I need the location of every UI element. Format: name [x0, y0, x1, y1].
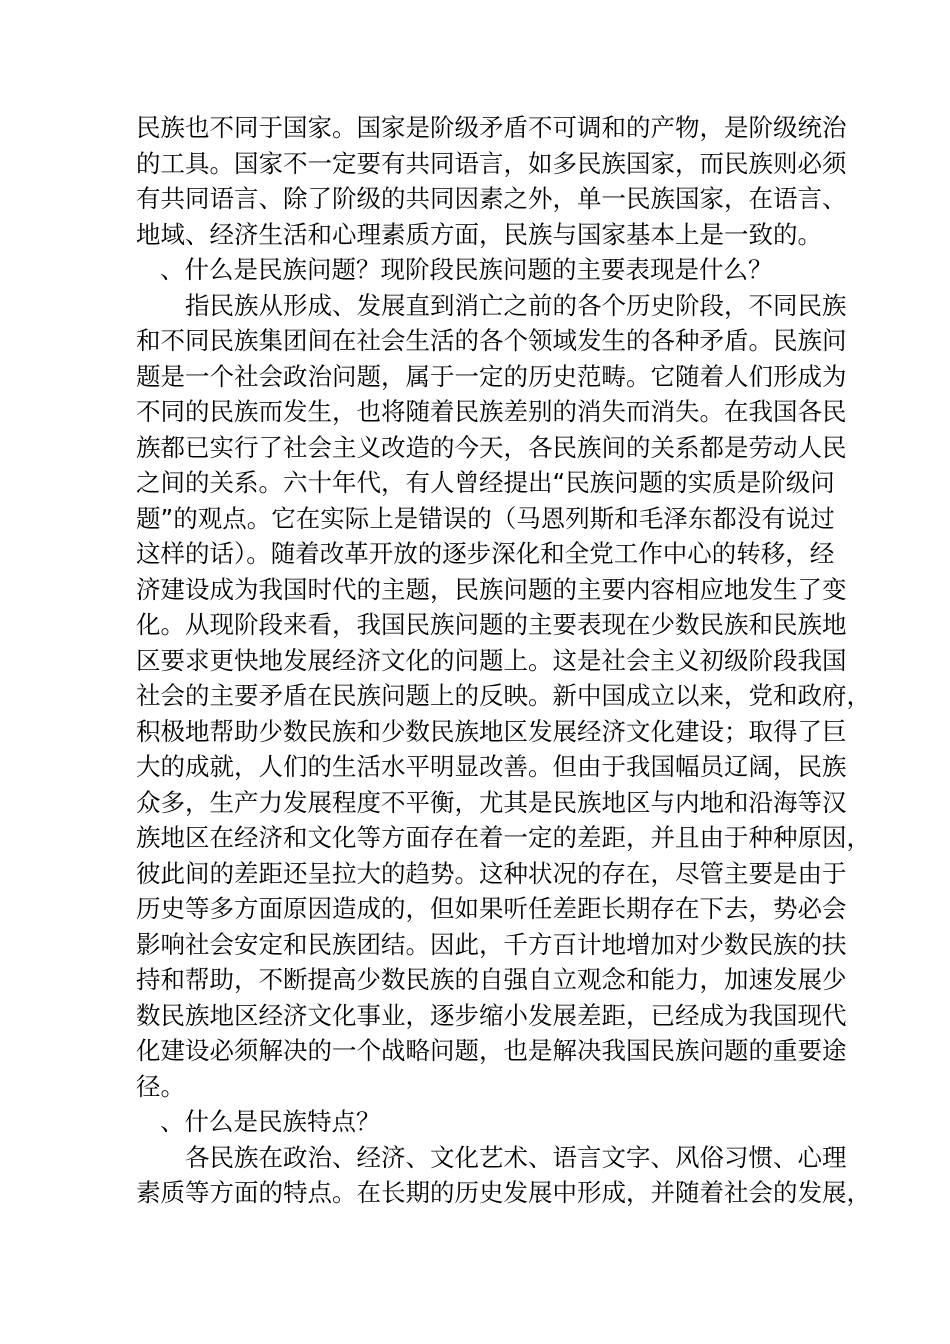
text-line: 民族也不同于国家。国家是阶级矛盾不可调和的产物，是阶级统治 [136, 113, 847, 142]
paragraph-ethnic-characteristics [136, 1140, 871, 1211]
text-line: 济建设成为我国时代的主题，民族问题的主要内容相应地发生了变 [136, 574, 847, 604]
question-line: 、什么是民族特点？ [160, 1107, 381, 1136]
text-line: 族地区在经济和文化等方面存在着一定的差距，并且由于种种原因， [136, 823, 871, 852]
text-line: 各民族在政治、经济、文化艺术、语言文字、风俗习惯、心理 [185, 1142, 847, 1172]
text-line: 不同的民族而发生，也将随着民族差别的消失而消失。在我国各民 [136, 397, 847, 426]
question-line: 、什么是民族问题？现阶段民族问题的主要表现是什么？ [160, 255, 773, 284]
text-line: 地域、经济生活和心理素质方面，民族与国家基本上是一致的。 [136, 219, 822, 249]
text-line: 题”的观点。它在实际上是错误的（马恩列斯和毛泽东都没有说过 [136, 503, 835, 533]
text-line: 这样的话）。随着改革开放的逐步深化和全党工作中心的转移，经 [136, 539, 835, 568]
text-line: 化建设必须解决的一个战略问题，也是解决我国民族问题的重要途 [136, 1036, 847, 1065]
text-line: 之间的关系。六十年代，有人曾经提出“民族问题的实质是阶级问 [136, 468, 835, 497]
text-line: 的工具。国家不一定要有共同语言，如多民族国家，而民族则必须 [136, 148, 847, 178]
text-line: 历史等多方面原因造成的，但如果听任差距长期存在下去，势必会 [136, 894, 847, 923]
text-line: 持和帮助，不断提高少数民族的自强自立观念和能力，加速发展少 [136, 965, 847, 994]
text-line: 彼此间的差距还呈拉大的趋势。这种状况的存在，尽管主要是由于 [136, 858, 847, 888]
text-line: 社会的主要矛盾在民族问题上的反映。新中国成立以来，党和政府， [136, 681, 871, 710]
text-line: 有共同语言、除了阶级的共同因素之外，单一民族国家，在语言、 [136, 184, 847, 213]
text-line: 指民族从形成、发展直到消亡之前的各个历史阶段，不同民族 [185, 290, 847, 320]
paragraph-ethnic-issue [136, 288, 871, 1105]
text-line: 积极地帮助少数民族和少数民族地区发展经济文化建设；取得了巨 [136, 716, 847, 746]
text-line: 影响社会安定和民族团结。因此，千方百计地增加对少数民族的扶 [136, 929, 847, 959]
text-line: 化。从现阶段来看，我国民族问题的主要表现在少数民族和民族地 [136, 610, 847, 639]
text-line: 数民族地区经济文化事业，逐步缩小发展差距，已经成为我国现代 [136, 1000, 847, 1030]
question-heading-ethnic-characteristics [136, 1104, 836, 1140]
text-line: 众多，生产力发展程度不平衡，尤其是民族地区与内地和沿海等汉 [136, 787, 847, 817]
text-line: 素质等方面的特点。在长期的历史发展中形成，并随着社会的发展， [136, 1178, 871, 1207]
text-line: 区要求更快地发展经济文化的问题上。这是社会主义初级阶段我国 [136, 645, 847, 675]
text-line: 题是一个社会政治问题，属于一定的历史范畴。它随着人们形成为 [136, 361, 847, 391]
text-line: 族都已实行了社会主义改造的今天，各民族间的关系都是劳动人民 [136, 432, 847, 462]
question-heading-ethnic-issue [136, 252, 836, 288]
text-line: 和不同民族集团间在社会生活的各个领域发生的各种矛盾。民族问 [136, 326, 847, 355]
document-page [136, 110, 871, 1211]
text-line: 大的成就，人们的生活水平明显改善。但由于我国幅员辽阔，民族 [136, 752, 847, 781]
paragraph-nation-vs-state [136, 110, 847, 252]
text-line: 径。 [136, 1071, 185, 1101]
